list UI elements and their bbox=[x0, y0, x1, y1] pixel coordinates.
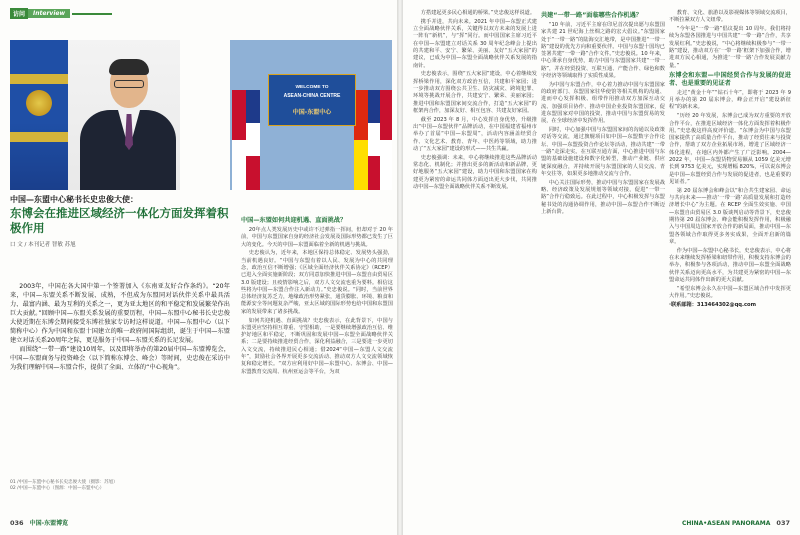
intro-text bbox=[10, 282, 230, 372]
body-paragraph: 史忠俊表示，围绕“五大家园”建设，中心着继续发挥桥梁作用，深化双方政治互信，共建和平家园；进一步推动双方围绕公共卫生、防灾减灾、跨境犯罪、环境等挑战开展合作，共建安宁、繁荣、美丽家园；推进中国和东盟国家间交流合作，打造“五大家园”的框架内合作，加深友好、相互包容、共建友好家园。 bbox=[413, 71, 537, 114]
section-label-en: Interview bbox=[28, 9, 70, 18]
body-paragraph: “希望东博会永久在中国—东盟区域合作中发挥更大作用。”史忠俊说。 bbox=[669, 285, 791, 299]
body-paragraph: 史忠俊强调：未来，中心将继续推进这些品牌活动常态化、机制化；并推出更多的新活动和新品牌，更好地服务“五大家园”建设，助力中国和东盟国家在构建更为紧密的命运共同体方面迈出更大步伐，共同推动中国—东盟全面战略伙伴关系不断发展。 bbox=[413, 154, 537, 190]
asean-china-centre-photo bbox=[230, 40, 392, 190]
body-paragraph: “10 年前，习近平主席在印尼首次提出愿与东盟国家共建 21 世纪海上丝绸之路的宏大倡议。”东盟国家处于“一带一路”的陆海交汇地带，是中国推进“一带一路”建设的优先方向和重要伙伴。中国与东盟十国均已签署共建“一带一路”合作文件。”史忠俊说。10 年来，中心秉承自身优势，助力中国与东盟国家共建“一带一路”，并在经贸投资、互联互通、产能合作、绿色和数字经济等领域取得了实质性成果。 bbox=[541, 22, 665, 80]
left-folio bbox=[10, 518, 68, 527]
right-column-2 bbox=[541, 10, 665, 218]
photo-captions bbox=[10, 480, 230, 492]
body-paragraph: “今年是“一带一路”倡议提出 10 周年。我们将持续为东盟各国推进与中国共建“一带一路”合作，共享发展红利。”史忠俊说，“中心将继续积极参与“一带一路”建设，推动双方在‘一带一路’框架下加强合作，增进双方民心相通，为推进‘一带一路’合作发展贡献力量。” bbox=[669, 26, 791, 69]
magazine-name-en: CHINA•ASEAN PANORAMA bbox=[681, 519, 771, 527]
right-column-3 bbox=[669, 10, 791, 309]
section-tag bbox=[10, 8, 112, 19]
headline-subtitle: 中国—东盟中心秘书长史忠俊大使： bbox=[10, 195, 138, 204]
sign-name-cn: 中国-东盟中心 bbox=[292, 109, 332, 116]
section-heading: 中国—东盟如何共迎机遇、直面挑战？ bbox=[241, 217, 347, 224]
headline-title: 东博会在推进区域经济一体化方面发挥着积极作用 bbox=[10, 206, 229, 235]
body-paragraph: 携手并进，共向未来。2021 年中国—东盟正式建立全面战略伙伴关系，关键得以双方未来的发展上进一阵有“新机”，与“挥”同行。而中国国家主席习近平在中国—东盟建立对话关系 30 周年纪念峰会上提出的共建和平、安宁、繁荣、美丽、友好“五大家园”的建议，已成为中国—东盟全面战略伙伴关系发展的指南针。 bbox=[413, 18, 537, 69]
section-heading: 东博会和东盟—中国经贸合作与发展的促进者、也是重要的见证者 bbox=[669, 71, 791, 87]
body-paragraph: 如何共迎机遇、直面挑战？史忠俊表示，在此背景下，中国与东盟更应坚持相互尊重、守望相助，一是要继续增强政治互信、维护好地区和平稳定，不断巩固和发展中国—东盟全面战略伙伴关系；二是要持续推进经贸合作，深化利益融合，三是要进一步更切入文交流，持续推进民心相通；借2024“中国—东盟人文交流年”，鼓励社会各界开展更多交流活动、推动双方人文交流领域恢复和稳定增长。“双方应利用好中国—东盟中心、东博会、中国—东盟教育交流周、杭州亚运会等平台，为双 bbox=[241, 317, 393, 375]
sign-welcome: WELCOME TO bbox=[295, 85, 329, 90]
body-paragraph: 截至 2023 年 8 月，中心发挥自身优势，升级推出“中国—东盟伙伴”品牌活动，在中国福建省福州市举办了首届“中国—东盟周”，活动内容涵盖经贸合作、文化艺术、教育、青年、中医药等领域，助力推动了“五大家园”建设的形式——共生共赢。 bbox=[413, 116, 537, 152]
intro-paragraph: 而围绕“一带一路”建设10周年，以及即将举办的第20届中国—东盟博览会，中国—东盟商务与投资峰会（以下简称东博会、峰会）等时间，史忠俊在采访中为我们理解中国—东盟合作，提供了全面、立体的“中心视角”。 bbox=[10, 346, 230, 371]
page-number: 037 bbox=[776, 519, 790, 527]
article-headline bbox=[10, 194, 235, 248]
caption: 02 /中国—东盟中心（图源：中国—东盟中心） bbox=[10, 486, 105, 491]
intro-paragraph: 2003年，中国在各大国中第一个签署加入《东南亚友好合作条约》。“20年来，中国—东盟关系不断发展、成熟，不但成为东盟同对话伙伴关系中最具活力、最富内涵、最为互利的关系之一，更为亚太地区的和平稳定和发展繁荣作出巨大贡献。”回顾中国—东盟关系发展的重要历程，中国—东盟中心秘书长史忠俊大使近期在东博会期间接受东博社独家专访时这样说道。中国—东盟中心（以下简称中心）作为中国和东盟十国建立的唯一政府间国际组织，诞生于中国—东盟建立对话关系20周年之际，更是服务于中国—东盟关系的长足发展。 bbox=[10, 283, 230, 344]
body-paragraph: 中心关注国际形势，推动中国与东盟国家在发展战略、经济政策及发展规划等领域对接，促进“一带一路”合作行稳致远。在此过程中，中心积极发挥与东盟秘书处的沟通协调作用，推动中国—东盟合作不断迈上新台阶。 bbox=[541, 179, 665, 215]
body-paragraph: 为中国与东盟合作，中心着力推动中国与东盟国家的政府部门、东盟国家驻华使馆等相关机构的沟通、进而中心发挥积极、组带作用推动双方加深互动交流、加强项目协作、推动中国企业投资东盟国家，促进东盟国家对中国的投资，推动中国与东盟贸易的发展，在全球经济中发挥作用。 bbox=[541, 81, 665, 125]
left-column-2 bbox=[241, 215, 393, 377]
caption: 01 /中国—东盟中心秘书长史忠俊大使（摄影：苏旭） bbox=[10, 480, 118, 485]
page-number: 036 bbox=[10, 518, 24, 527]
contact-email: ·联系邮箱：313464302@qq.com bbox=[669, 302, 757, 309]
body-paragraph: 方搭建起更多民心相通的桥梁。”史忠俊这样说道。 bbox=[420, 10, 536, 16]
magazine-name: 中国-东盟博览 bbox=[29, 520, 69, 527]
left-page bbox=[0, 0, 397, 535]
body-paragraph: 走过“黄金十年”“钻石十年”，即将于 2023 年 9 月举办的第 20 届东博会，峰会正开启“建设新征程”的新未来。 bbox=[669, 89, 791, 111]
body-paragraph: 史忠俊认为，近年来，本地区保持总体稳定、发展势头强劲，当前机遇良好。“中国与东盟有着以人民、发展为中心的共同理念，政治互信不断增强；《区域全面经济伙伴关系协定》（RCEP）已进入全面实施新阶段；双方同意加快推进中国—东盟自由贸易区 3.0 版建设；且疫情影响之后，双方人文交流也重为要料。相信这些将为中国—东盟合作注入新动力。”史忠俊说。“同时，当前世界总体经济复苏乏力，地缘政治形势紧张，通货膨胀、环境、粮食和能源安全等问题复杂严峻，亚太区域的国际形势也给中国和东盟国家的发展带来了诸多挑战。 bbox=[241, 250, 393, 315]
body-paragraph: 教育、文化、旅游以及影视媒体等领域交流项目，不断拉紧双方人文纽带。 bbox=[669, 10, 791, 24]
ambassador-figure bbox=[80, 62, 176, 190]
section-heading: 共建“一带一路”面临哪些合作机遇？ bbox=[541, 12, 642, 19]
section-label-cn: 访问 bbox=[10, 8, 28, 19]
byline: 口 文 / 本刊记者 智敏 苏旭 bbox=[10, 242, 76, 248]
section-rule bbox=[72, 13, 112, 15]
asean-flag bbox=[10, 40, 68, 190]
sign-name-en: ASEAN-CHINA CENTRE bbox=[283, 93, 341, 99]
ambassador-portrait-photo bbox=[10, 40, 180, 190]
right-page bbox=[403, 0, 800, 535]
right-column-1 bbox=[413, 10, 537, 193]
body-paragraph: 同时，中心加强中国与东盟国家间的沟通以及政策对话等交流，通过旗舰项目如中国—东盟数字合作论坛、中国—东盟投资合作论坛等活动，推动共建“一带一路”走深走实。在互联互通方面，中心推进中国与东盟的基础设施建设和数字化转型，推动产业链、供应链深度融合，并持续开展与东盟国家的人员交流、青年交往等，如果更多地推动交流与合作。 bbox=[541, 127, 665, 177]
body-paragraph: 20年点人类发展历史中或许不过弹指一挥间，但却对于 20 年前，中国与东盟国家自身的经济社会发展及国际形势都已发生了巨大的变化。今天的中国—东盟面临着全新的机遇与挑战。 bbox=[241, 227, 393, 248]
right-folio bbox=[682, 519, 790, 527]
body-paragraph: “历经 20 年发展，东博会已成为双方重要的开放合作平台，在推进区域经济一体化方面发挥着积极作用。”史忠俊这样高度评价道。“东博会为中国与东盟国家提供了高质量合作平台，推动了经贸往来与投资合作，帮助了双方企业拓展市场，增进了区域经济一体化进程，在地区内外都产生了广泛影响。2004—2022 年，中国—东盟货物贸易额从 1059 亿美元增长到 9753 亿美元，实现增幅 820%，可以说东博会是中国—东盟经贸合作与发展的促进者，也是重要的见证者。” bbox=[669, 113, 791, 185]
centre-sign bbox=[268, 74, 356, 126]
asean-emblem bbox=[24, 88, 54, 118]
body-paragraph: 第 20 届东博会和峰会以“和合共生建家园、命运与共向未来——推动‘一带一路’高质量发展和打造经济增长中心”为主题。在 RCEP 全面生效实施、中国—东盟自由贸易区 3.0 版谈判启动等背景下，史忠俊期待第 20 届东博会、峰会能积极发挥作用，积极融入与中国周边国家开放合作的新局面，推动中国—东盟各领域合作取得更多务实成果，全面开启新的篇章。 bbox=[669, 187, 791, 245]
body-paragraph: 作为中国—东盟中心秘书长，史忠俊表示，中心将在未来继续发挥桥梁和纽带作用，积极支持东博会的举办，积极参与各项活动，推动中国—东盟全面战略伙伴关系迈向更高水平，为共建更为紧密的中国—东盟命运共同体作出新的更大贡献。 bbox=[669, 247, 791, 283]
